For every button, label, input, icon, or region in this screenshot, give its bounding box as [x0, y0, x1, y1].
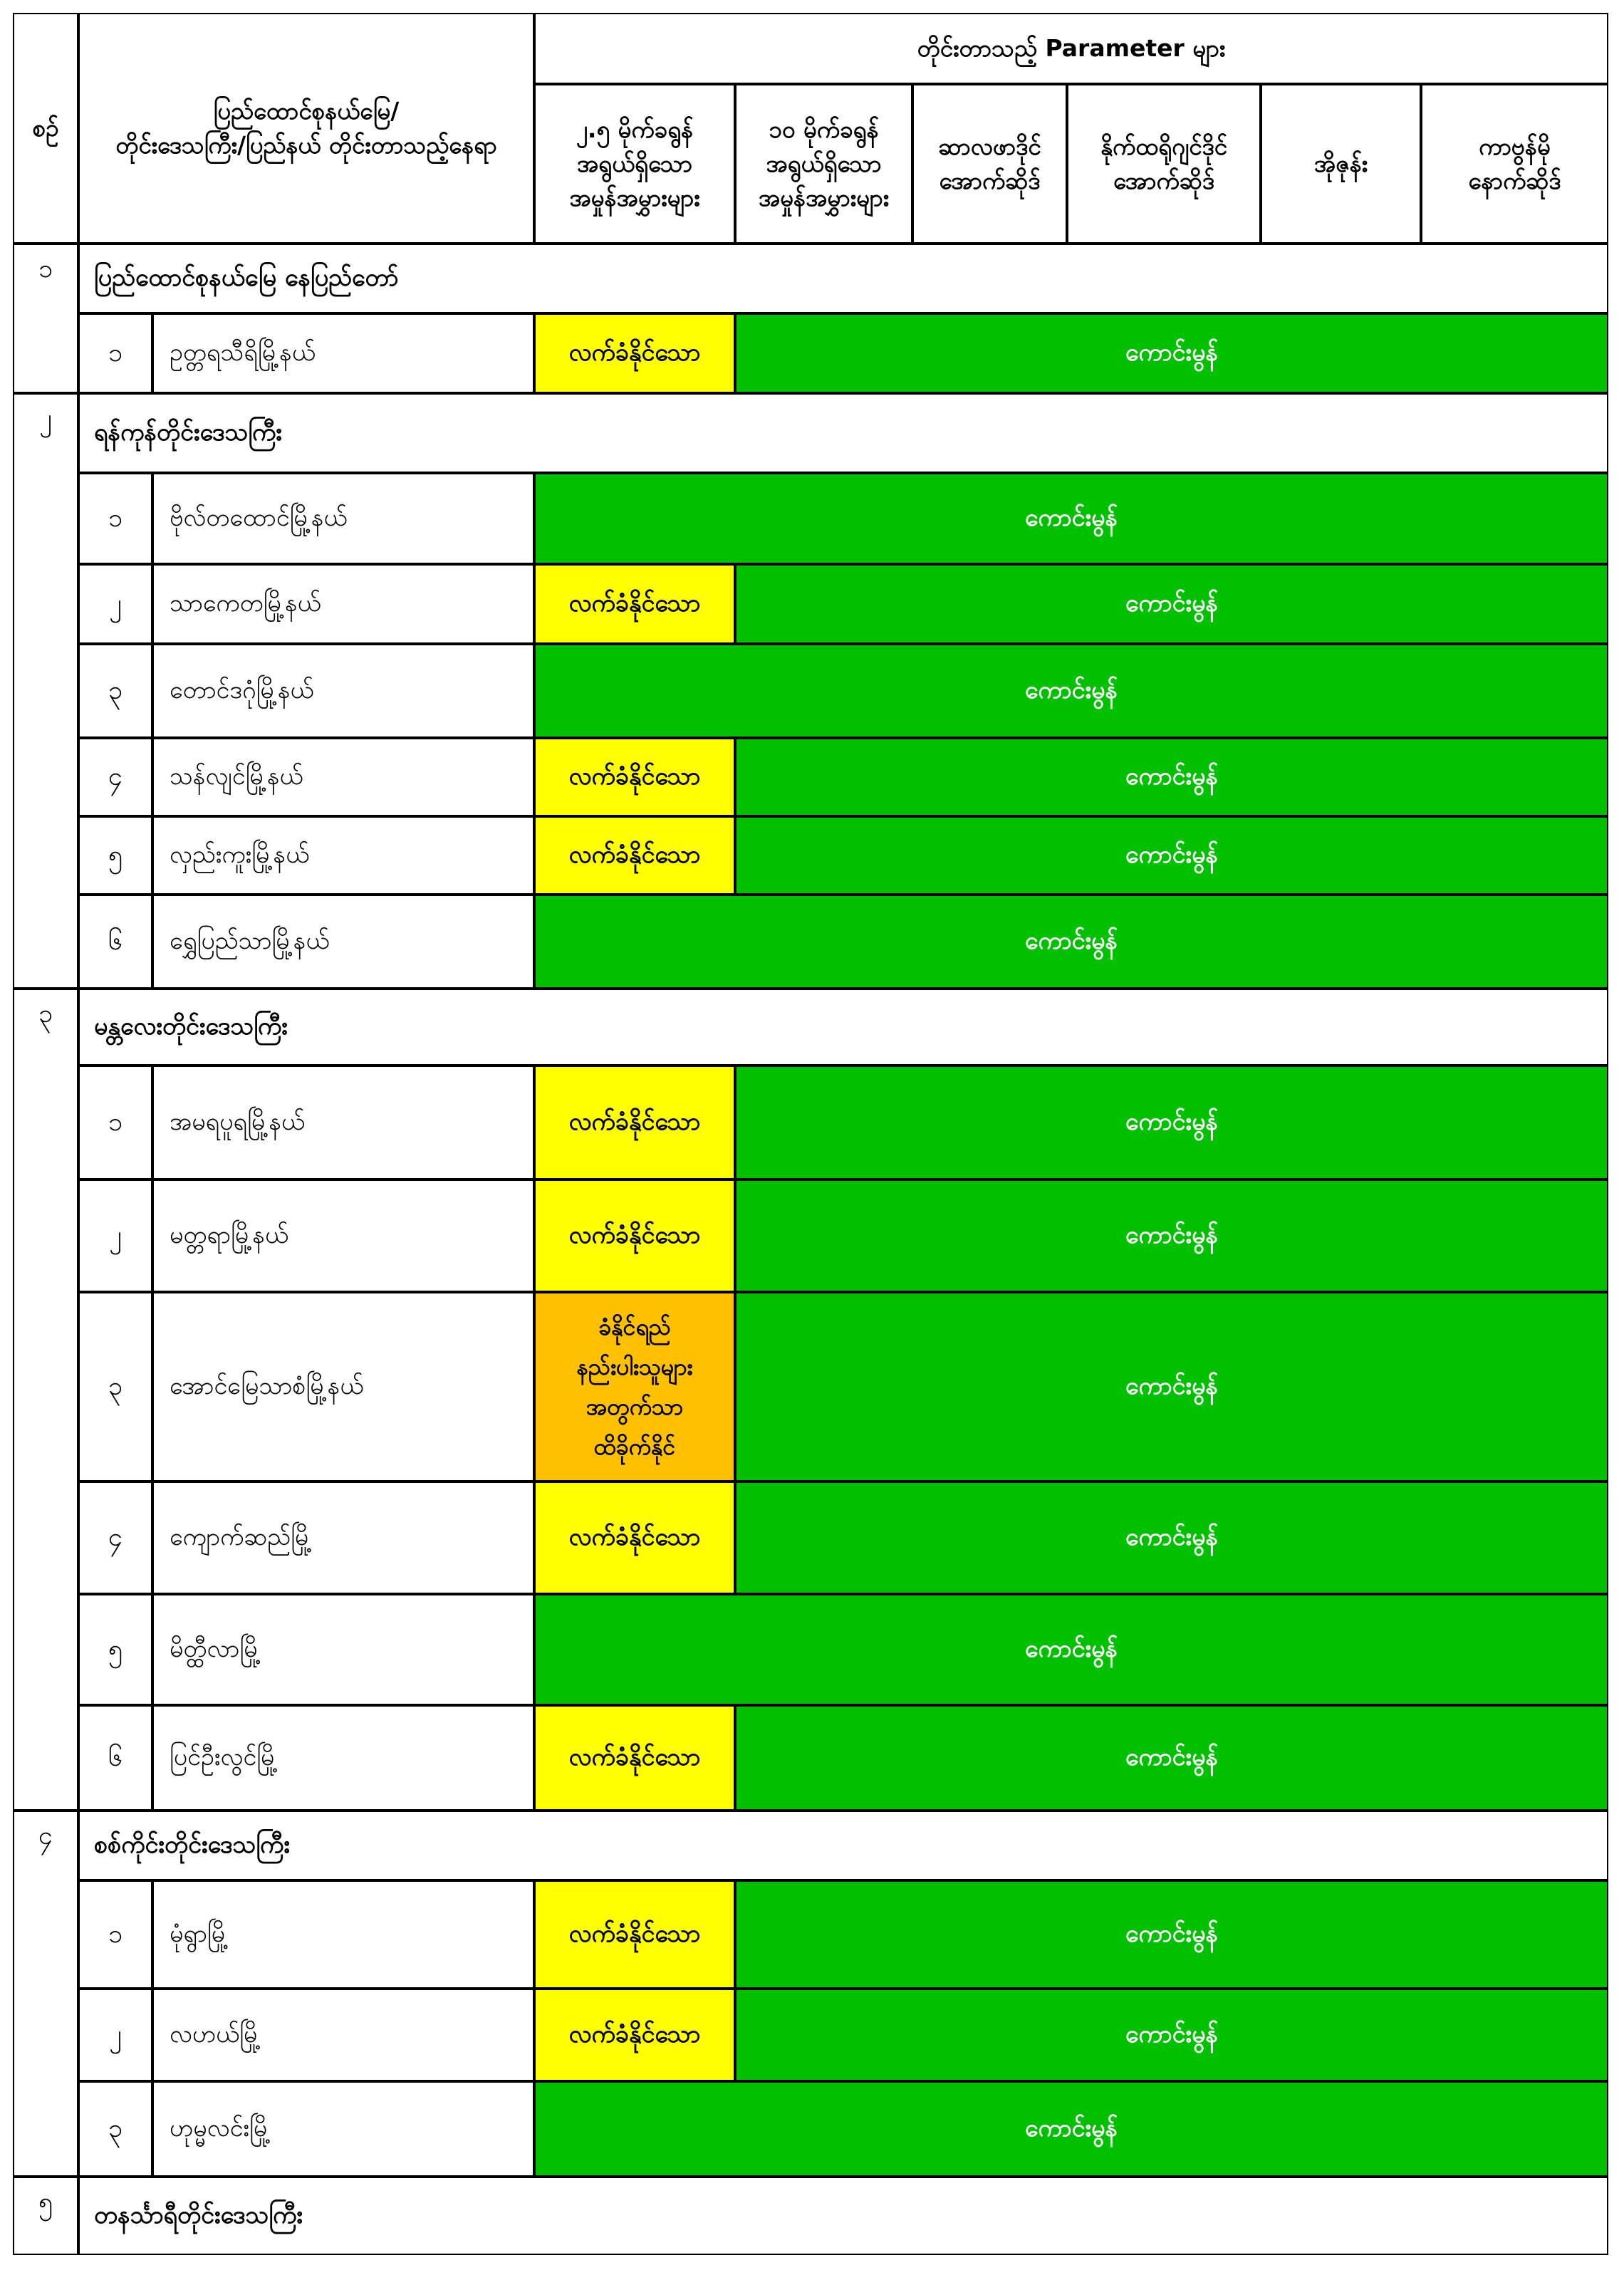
parameter-column-header	[912, 84, 1067, 244]
station-name: အောင်မြေသာစံမြို့နယ်	[152, 1292, 534, 1482]
status-acceptable: လက်ခံနိုင်သော	[534, 1880, 735, 1989]
cell-line: ကာဗွန်မို	[1479, 132, 1551, 161]
cell-line: အမှုန်အမွှားများ	[569, 183, 700, 212]
region-name: ပြည်ထောင်စုနယ်မြေ နေပြည်တော်	[78, 244, 1608, 313]
station-name: မတ္တရာမြို့နယ်	[152, 1180, 534, 1292]
cell-line: နိုက်ထရိုဂျင်ဒိုင်	[1100, 132, 1228, 161]
serial-header: စဉ်	[13, 13, 78, 244]
cell-line: ပြည်ထောင်စုနယ်မြေ/	[213, 97, 400, 125]
station-number: ၄	[78, 1482, 152, 1594]
station-name: ပြင်ဦးလွင်မြို့	[152, 1705, 534, 1811]
region-number: ၅	[13, 2177, 78, 2255]
status-good: ကောင်းမွန်	[735, 1880, 1608, 1989]
station-name: လဟယ်မြို့	[152, 1989, 534, 2081]
cell-line: အရွယ်ရှိသော	[576, 150, 693, 178]
status-good: ကောင်းမွန်	[735, 313, 1608, 393]
station-number: ၄	[78, 738, 152, 816]
status-good: ကောင်းမွန်	[735, 1482, 1608, 1594]
status-good: ကောင်းမွန်	[534, 1594, 1608, 1705]
station-name: သာကေတမြို့နယ်	[152, 564, 534, 644]
cell-line: ခံနိုင်ရည်	[598, 1313, 671, 1340]
station-number: ၁	[78, 313, 152, 393]
region-name: မန္တလေးတိုင်းဒေသကြီး	[78, 989, 1608, 1066]
station-number: ၃	[78, 2081, 152, 2177]
station-number: ၃	[78, 644, 152, 738]
region-name: တနင်္သာရီတိုင်းဒေသကြီး	[78, 2177, 1608, 2255]
station-number: ၆	[78, 895, 152, 989]
cell-line: အတွက်သာ	[586, 1393, 683, 1420]
status-good: ကောင်းမွန်	[735, 1705, 1608, 1811]
cell-line: နောက်ဆိုဒ်	[1468, 167, 1561, 194]
station-name: မုံရွာမြို့	[152, 1880, 534, 1989]
parameter-column-header	[1067, 84, 1261, 244]
status-sensitive	[534, 1292, 735, 1482]
status-good: ကောင်းမွန်	[735, 816, 1608, 895]
region-number: ၂	[13, 393, 78, 989]
cell-line: ၂.၅ မိုက်ခရွန်	[576, 115, 694, 144]
station-number: ၁	[78, 473, 152, 564]
status-acceptable: လက်ခံနိုင်သော	[534, 816, 735, 895]
station-name: ကျောက်ဆည်မြို့	[152, 1482, 534, 1594]
station-name: တောင်ဒဂုံမြို့နယ်	[152, 644, 534, 738]
status-good: ကောင်းမွန်	[735, 564, 1608, 644]
station-number: ၅	[78, 1594, 152, 1705]
parameter-column-header	[1421, 84, 1608, 244]
status-good: ကောင်းမွန်	[735, 1292, 1608, 1482]
station-name: ဥတ္တရသီရိမြို့နယ်	[152, 313, 534, 393]
cell-line: ထိခိုက်နိုင်	[593, 1433, 676, 1460]
parameter-column-header	[735, 84, 912, 244]
cell-line: အမှုန်အမွှားများ	[758, 183, 890, 212]
station-number: ၅	[78, 816, 152, 895]
cell-line: အောက်ဆိုဒ်	[939, 167, 1041, 194]
status-good: ကောင်းမွန်	[534, 2081, 1608, 2177]
parameters-header: တိုင်းတာသည့် Parameter များ	[534, 13, 1608, 84]
location-header	[78, 13, 534, 244]
parameter-column-header	[1261, 84, 1421, 244]
station-name: ဟုမ္မလင်းမြို့	[152, 2081, 534, 2177]
status-acceptable: လက်ခံနိုင်သော	[534, 1989, 735, 2081]
status-acceptable: လက်ခံနိုင်သော	[534, 313, 735, 393]
status-good: ကောင်းမွန်	[735, 1989, 1608, 2081]
cell-line: တိုင်းဒေသကြီး/ပြည်နယ် တိုင်းတာသည့်နေရာ	[115, 131, 497, 159]
status-acceptable: လက်ခံနိုင်သော	[534, 738, 735, 816]
cell-line: ၁၀ မိုက်ခရွန်	[769, 115, 879, 144]
status-acceptable: လက်ခံနိုင်သော	[534, 1482, 735, 1594]
status-acceptable: လက်ခံနိုင်သော	[534, 564, 735, 644]
station-number: ၂	[78, 564, 152, 644]
status-good: ကောင်းမွန်	[534, 473, 1608, 564]
station-name: ဗိုလ်တထောင်မြို့နယ်	[152, 473, 534, 564]
cell-line: အောက်ဆိုဒ်	[1113, 167, 1214, 194]
region-name: ရန်ကုန်တိုင်းဒေသကြီး	[78, 393, 1608, 473]
cell-line: နည်းပါးသူများ	[576, 1353, 693, 1380]
station-name: လှည်းကူးမြို့နယ်	[152, 816, 534, 895]
station-name: မိတ္ထီလာမြို့	[152, 1594, 534, 1705]
station-number: ၁	[78, 1880, 152, 1989]
station-number: ၁	[78, 1066, 152, 1180]
station-number: ၂	[78, 1989, 152, 2081]
station-name: ရွှေပြည်သာမြို့နယ်	[152, 895, 534, 989]
status-good: ကောင်းမွန်	[735, 738, 1608, 816]
station-number: ၂	[78, 1180, 152, 1292]
region-number: ၁	[13, 244, 78, 393]
region-name: စစ်ကိုင်းတိုင်းဒေသကြီး	[78, 1811, 1608, 1880]
status-good: ကောင်းမွန်	[534, 895, 1608, 989]
status-acceptable: လက်ခံနိုင်သော	[534, 1705, 735, 1811]
station-name: အမရပူရမြို့နယ်	[152, 1066, 534, 1180]
cell-line: အရွယ်ရှိသော	[766, 150, 882, 178]
status-acceptable: လက်ခံနိုင်သော	[534, 1180, 735, 1292]
status-good: ကောင်းမွန်	[735, 1066, 1608, 1180]
cell-line: ဆာလဖာဒိုင်	[938, 132, 1041, 161]
status-good: ကောင်းမွန်	[735, 1180, 1608, 1292]
station-name: သန်လျင်မြို့နယ်	[152, 738, 534, 816]
status-good: ကောင်းမွန်	[534, 644, 1608, 738]
region-number: ၄	[13, 1811, 78, 2177]
station-number: ၃	[78, 1292, 152, 1482]
status-acceptable: လက်ခံနိုင်သော	[534, 1066, 735, 1180]
parameter-column-header	[534, 84, 735, 244]
cell-line: အိုဇုန်း	[1313, 150, 1368, 178]
region-number: ၃	[13, 989, 78, 1811]
station-number: ၆	[78, 1705, 152, 1811]
